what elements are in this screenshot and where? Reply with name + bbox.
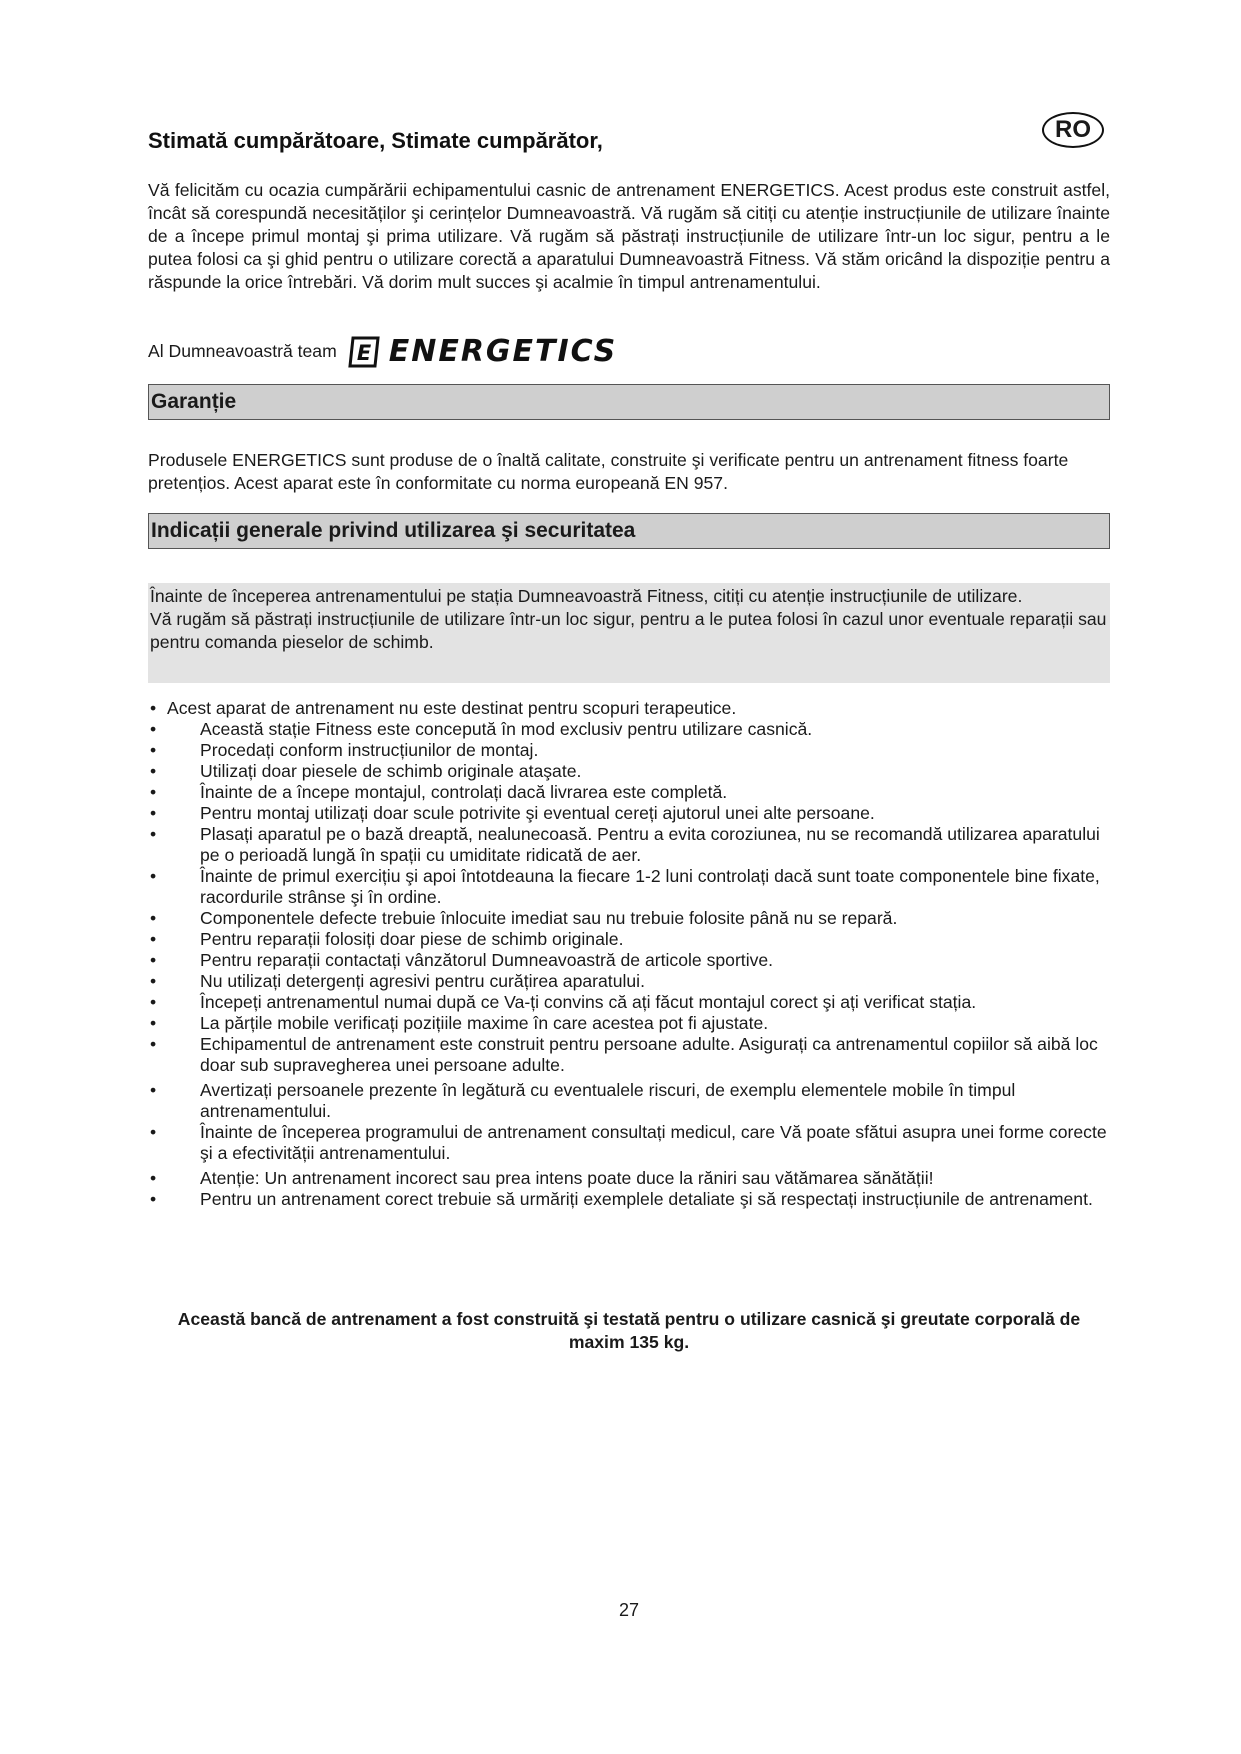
bullet-icon: • (150, 1080, 157, 1100)
signoff-text: Al Dumneavoastră team (148, 341, 337, 361)
bullet-icon: • (150, 908, 157, 928)
bullet-icon: • (150, 1013, 157, 1033)
bullet-icon: • (150, 1034, 157, 1054)
list-item-text: Începeți antrenamentul numai după ce Va-ți convins că ați făcut montajul corect şi ați verificat stația. (200, 992, 977, 1012)
list-item-text: Pentru un antrenament corect trebuie să urmăriți exemplele detaliate şi să respectați instrucțiunile de antrenament. (200, 1189, 1093, 1209)
list-item (148, 824, 1110, 866)
list-item-text: Componentele defecte trebuie înlocuite imediat sau nu trebuie folosite până nu se repară. (200, 908, 898, 928)
bullet-icon: • (150, 719, 157, 739)
safety-list (148, 698, 1110, 1210)
list-item-text: Pentru montaj utilizați doar scule potrivite şi eventual cereți ajutorul unei alte persoane. (200, 803, 875, 823)
list-item-text: Echipamentul de antrenament este construit pentru persoane adulte. Asigurați ca antrenamentul copiilor să aibă loc doar sub supravegherea unei persoane adulte. (200, 1034, 1098, 1075)
bullet-icon: • (150, 803, 157, 823)
bullet-icon: • (150, 761, 157, 781)
list-item (148, 971, 1110, 992)
language-badge: RO (1042, 112, 1104, 148)
bullet-icon: • (150, 824, 157, 844)
energetics-logo (347, 334, 618, 369)
list-item (148, 1080, 1110, 1122)
list-item (148, 929, 1110, 950)
list-item-text: Nu utilizați detergenți agresivi pentru curățirea aparatului. (200, 971, 645, 991)
bullet-icon: • (150, 1189, 157, 1209)
safety-heading: Indicații generale privind utilizarea şi securitatea (148, 513, 1110, 549)
list-item-text: Pentru reparații contactați vânzătorul Dumneavoastră de articole sportive. (200, 950, 774, 970)
bullet-icon: • (150, 929, 157, 949)
bullet-icon: • (150, 740, 157, 760)
list-item-text: Avertizați persoanele prezente în legătură cu eventualele riscuri, de exemplu elementele mobile în timpul antrenamentului. (200, 1080, 1016, 1121)
bullet-icon: • (150, 782, 157, 802)
list-item-text: Plasați aparatul pe o bază dreaptă, nealunecoasă. Pentru a evita coroziunea, nu se recomandă utilizarea aparatului pe o perioadă lungă în spații cu umiditate ridicată de aer. (200, 824, 1100, 865)
list-item (148, 950, 1110, 971)
list-item (148, 1168, 1110, 1189)
list-item-text: La părțile mobile verificați pozițiile maxime în care acestea pot fi ajustate. (200, 1013, 769, 1033)
notice-text: Vă rugăm să păstrați instrucțiunile de utilizare într-un loc sigur, pentru a le putea folosi în cazul unor eventuale reparații sau pentru comanda pieselor de schimb. (150, 609, 1107, 652)
list-item (148, 1013, 1110, 1034)
list-item-text: Această stație Fitness este concepută în mod exclusiv pentru utilizare casnică. (200, 719, 813, 739)
list-item (148, 719, 1110, 740)
bullet-icon: • (150, 698, 157, 718)
document-page (148, 0, 1110, 1754)
list-item (148, 698, 1110, 719)
energetics-logo-icon (347, 335, 381, 369)
list-item-text: Înainte de primul exercițiu şi apoi întotdeauna la fiecare 1-2 luni controlați dacă sunt toate componentele bine fixate, racordurile strânse şi în ordine. (200, 866, 1100, 907)
list-item-text: Utilizați doar piesele de schimb originale ataşate. (200, 761, 582, 781)
list-item (148, 803, 1110, 824)
signoff-line (148, 334, 617, 369)
list-item (148, 992, 1110, 1013)
list-item (148, 1122, 1110, 1164)
warranty-paragraph: Produsele ENERGETICS sunt produse de o înaltă calitate, construite şi verificate pentru un antrenament fitness foarte pretențios. Acest aparat este în conformitate cu norma europeană EN 957. (148, 450, 1069, 493)
list-item-text: Înainte de începerea programului de antrenament consultați medicul, care Vă poate sfătui asupra unei forme corecte şi a efectivității antrenamentului. (200, 1122, 1107, 1163)
bullet-icon: • (150, 1168, 157, 1188)
list-item-text: Pentru reparații folosiți doar piese de schimb originale. (200, 929, 624, 949)
safety-notice-box (148, 583, 1110, 683)
bullet-icon: • (150, 1122, 157, 1142)
page-number: 27 (618, 1600, 640, 1620)
list-item (148, 1189, 1110, 1210)
list-item (148, 782, 1110, 803)
list-item-text: Acest aparat de antrenament nu este destinat pentru scopuri terapeutice. (167, 698, 737, 718)
list-item (148, 740, 1110, 761)
weight-limit-note: Această bancă de antrenament a fost construită şi testată pentru o utilizare casnică şi greutate corporală de maxim 135 kg. (177, 1309, 1081, 1352)
warranty-heading: Garanție (148, 384, 1110, 420)
bullet-icon: • (150, 866, 157, 886)
notice-text: Înainte de începerea antrenamentului pe stația Dumneavoastră Fitness, citiți cu atenție instrucțiunile de utilizare. (150, 586, 1023, 606)
page-title: Stimată cumpărătoare, Stimate cumpărător, (148, 128, 603, 153)
list-item (148, 866, 1110, 908)
bullet-icon: • (150, 950, 157, 970)
list-item-text: Procedați conform instrucțiunilor de montaj. (200, 740, 539, 760)
list-item-text: Atenție: Un antrenament incorect sau prea intens poate duce la răniri sau vătămarea sănătății! (200, 1168, 934, 1188)
list-item (148, 1034, 1110, 1076)
bullet-icon: • (150, 992, 157, 1012)
list-item (148, 908, 1110, 929)
list-item (148, 761, 1110, 782)
list-item-text: Înainte de a începe montajul, controlați dacă livrarea este completă. (200, 782, 728, 802)
svg-text:E: E (356, 340, 371, 365)
intro-paragraph: Vă felicităm cu ocazia cumpărării echipamentului casnic de antrenament ENERGETICS. Acest produs este construit astfel, încât să corespundă necesităților şi cerințelor Dumneavoastră. Vă rugăm să citiți cu atenție instrucțiunile de utilizare înainte de a începe primul montaj şi prima utilizare. Vă rugăm să păstrați instrucțiunile de utilizare într-un loc sigur, pentru a le putea folosi ca şi ghid pentru o utilizare corectă a aparatului Dumneavoastră Fitness. Vă stăm oricând la dispoziție pentru a răspunde la orice întrebări. Vă dorim mult succes şi acalmie în timpul antrenamentului. (148, 180, 1110, 292)
bullet-icon: • (150, 971, 157, 991)
energetics-logo-word: ENERGETICS (388, 334, 618, 369)
